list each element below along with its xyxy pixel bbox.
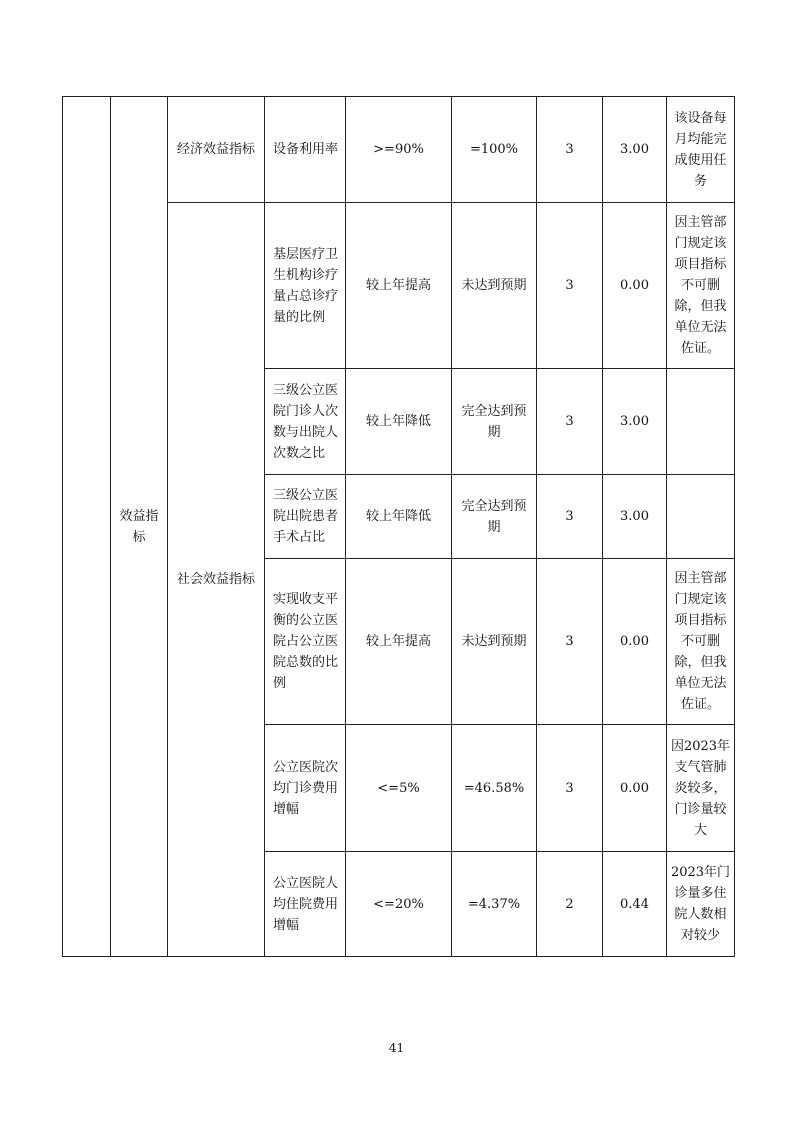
weight-cell: 3 (537, 369, 603, 475)
page-number: 41 (388, 1041, 405, 1055)
score-cell: 0.00 (603, 203, 667, 369)
note-cell: 2023年门诊量多住院人数相对较少 (667, 852, 735, 957)
weight-cell: 2 (537, 852, 603, 957)
weight-cell: 3 (537, 203, 603, 369)
actual-cell: =46.58% (452, 725, 537, 852)
score-cell: 0.00 (603, 725, 667, 852)
indicator-cell: 实现收支平衡的公立医院占公立医院总数的比例 (265, 559, 346, 725)
indicator-cell: 公立医院人均住院费用增幅 (265, 852, 346, 957)
note-cell: 因2023年支气管肺炎较多，门诊量较大 (667, 725, 735, 852)
level1-cell: 效益指标 (111, 97, 168, 957)
weight-cell: 3 (537, 97, 603, 203)
actual-cell: =100% (452, 97, 537, 203)
indicator-cell: 三级公立医院出院患者手术占比 (265, 475, 346, 559)
note-cell: 该设备每月均能完成使用任务 (667, 97, 735, 203)
score-cell: 0.44 (603, 852, 667, 957)
level2-cell-social: 社会效益指标 (168, 203, 265, 957)
score-cell: 3.00 (603, 97, 667, 203)
actual-cell: 未达到预期 (452, 559, 537, 725)
level0-cell (63, 97, 111, 957)
note-cell (667, 475, 735, 559)
table-row (63, 97, 735, 203)
target-cell: 较上年降低 (346, 369, 452, 475)
level2-cell-economic: 经济效益指标 (168, 97, 265, 203)
note-cell: 因主管部门规定该项目指标不可删除，但我单位无法佐证。 (667, 203, 735, 369)
indicator-cell: 三级公立医院门诊人次数与出院人次数之比 (265, 369, 346, 475)
actual-cell: 未达到预期 (452, 203, 537, 369)
target-cell: 较上年提高 (346, 203, 452, 369)
target-cell: 较上年降低 (346, 475, 452, 559)
target-cell: >=90% (346, 97, 452, 203)
actual-cell: =4.37% (452, 852, 537, 957)
score-cell: 0.00 (603, 559, 667, 725)
actual-cell: 完全达到预期 (452, 369, 537, 475)
target-cell: 较上年提高 (346, 559, 452, 725)
weight-cell: 3 (537, 725, 603, 852)
indicator-cell: 公立医院次均门诊费用增幅 (265, 725, 346, 852)
target-cell: <=20% (346, 852, 452, 957)
actual-cell: 完全达到预期 (452, 475, 537, 559)
performance-table (62, 96, 735, 957)
score-cell: 3.00 (603, 369, 667, 475)
note-cell: 因主管部门规定该项目指标不可删除，但我单位无法佐证。 (667, 559, 735, 725)
target-cell: <=5% (346, 725, 452, 852)
indicator-cell: 设备利用率 (265, 97, 346, 203)
weight-cell: 3 (537, 559, 603, 725)
note-cell (667, 369, 735, 475)
indicator-cell: 基层医疗卫生机构诊疗量占总诊疗量的比例 (265, 203, 346, 369)
weight-cell: 3 (537, 475, 603, 559)
score-cell: 3.00 (603, 475, 667, 559)
